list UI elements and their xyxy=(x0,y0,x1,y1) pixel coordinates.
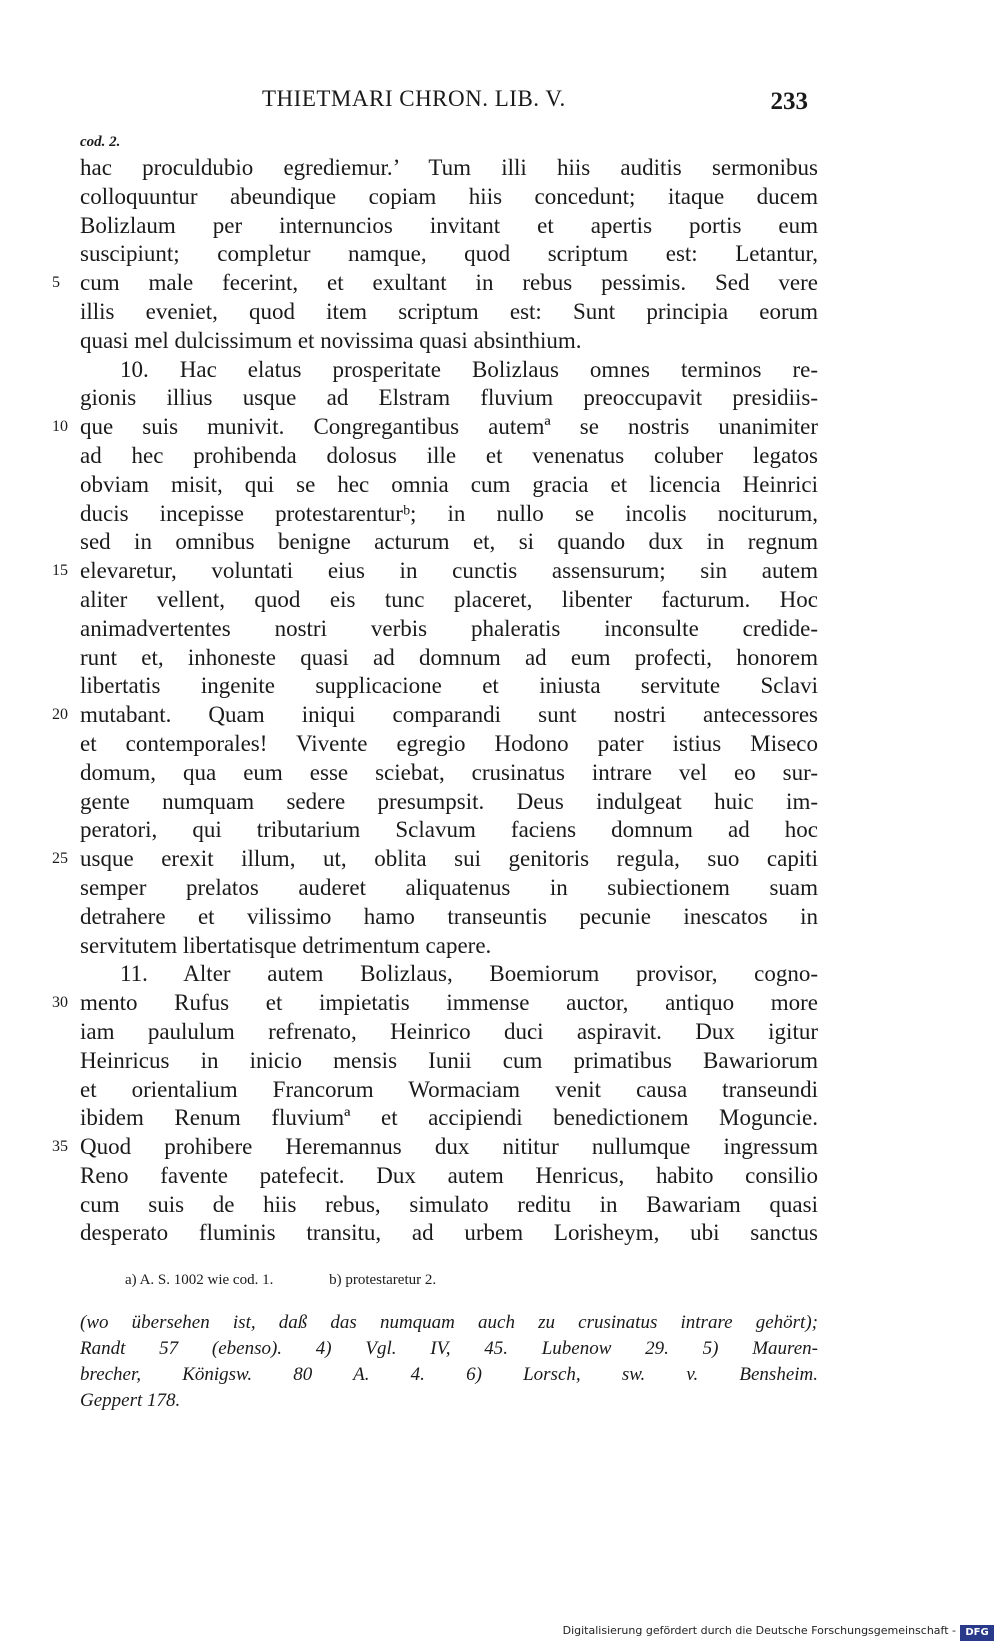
text-line xyxy=(80,1018,818,1047)
text-line xyxy=(80,1162,818,1191)
line-text: cum male fecerint, et exultant in rebus pessimis. Sed vere xyxy=(80,270,818,296)
line-text: obviam misit, qui se hec omnia cum gracia et licencia Heinrici xyxy=(80,471,818,497)
critical-apparatus xyxy=(125,1272,488,1289)
line-text: que suis munivit. Congregantibus autemª se nostris unanimiter xyxy=(80,414,818,440)
text-line xyxy=(80,298,818,327)
line-number: 25 xyxy=(52,850,68,868)
text-line xyxy=(52,845,818,874)
text-line xyxy=(80,874,818,903)
commentary-notes xyxy=(80,1310,818,1414)
text-line xyxy=(80,500,818,529)
text-line xyxy=(80,442,818,471)
line-text: cum suis de hiis rebus, simulato reditu in Bawariam quasi xyxy=(80,1191,818,1217)
text-line xyxy=(80,932,818,961)
line-text: gente numquam sedere presumpsit. Deus indulgeat huic im- xyxy=(80,788,818,814)
text-line xyxy=(80,903,818,932)
line-text: servitutem libertatisque detrimentum capere. xyxy=(80,932,492,958)
line-text: runt et, inhoneste quasi ad domnum ad eum profecti, honorem xyxy=(80,644,818,670)
line-text: animadvertentes nostri verbis phaleratis inconsulte credide- xyxy=(80,615,818,641)
page-header xyxy=(80,86,820,120)
line-text: hac proculdubio egrediemur.’ Tum illi hiis auditis sermonibus xyxy=(80,155,818,180)
note-line: Geppert 178. xyxy=(80,1390,181,1411)
line-text: Quod prohibere Heremannus dux nititur nullumque ingressum xyxy=(80,1134,818,1160)
text-line xyxy=(80,1076,818,1105)
codex-label: cod. 2. xyxy=(80,134,121,150)
line-text: illis eveniet, quod item scriptum est: Sunt principia eorum xyxy=(80,298,818,324)
line-text: mento Rufus et impietatis immense auctor, antiquo more xyxy=(80,990,818,1016)
text-line xyxy=(52,1133,818,1162)
line-number: 10 xyxy=(52,418,68,436)
text-line xyxy=(52,413,818,442)
text-line xyxy=(80,1104,818,1133)
text-line xyxy=(80,730,818,759)
line-text: detrahere et vilissimo hamo transeuntis pecunie inescatos in xyxy=(80,903,818,929)
line-number: 20 xyxy=(52,706,68,724)
line-text: ducis incepisse protestarenturᵇ; in nullo se incolis nociturum, xyxy=(80,500,818,526)
text-line xyxy=(80,759,818,788)
line-text: suscipiunt; completur namque, quod scriptum est: Letantur, xyxy=(80,241,818,267)
note-line: Randt 57 (ebenso). 4) Vgl. IV, 45. Lubenow 29. 5) Mauren- xyxy=(80,1338,818,1359)
line-text: gionis illius usque ad Elstram fluvium preoccupavit presidiis- xyxy=(80,385,818,411)
line-text: elevaretur, voluntati eius in cunctis assensurum; sin autem xyxy=(80,558,818,584)
line-text: aliter vellent, quod eis tunc placeret, libenter facturum. Hoc xyxy=(80,586,818,612)
text-line xyxy=(52,701,818,730)
page-number: 233 xyxy=(770,88,808,115)
line-text: mutabant. Quam iniqui comparandi sunt nostri antecessores xyxy=(80,702,818,728)
line-text: ad hec prohibenda dolosus ille et venenatus coluber legatos xyxy=(80,442,818,468)
line-text: sed in omnibus benigne acturum et, si quando dux in regnum xyxy=(80,529,818,555)
line-text: domum, qua eum esse sciebat, crusinatus intrare vel eo sur- xyxy=(80,759,818,785)
text-line xyxy=(80,384,818,413)
text-line xyxy=(80,327,818,356)
line-number: 5 xyxy=(52,274,60,292)
text-line xyxy=(80,154,818,183)
text-line xyxy=(80,672,818,701)
line-text: 11. Alter autem Bolizlaus, Boemiorum provisor, cogno- xyxy=(120,961,818,987)
main-text xyxy=(52,154,818,1248)
line-text: quasi mel dulcissimum et novissima quasi absinthium. xyxy=(80,327,582,353)
line-number: 15 xyxy=(52,562,68,580)
apparatus-note-b: b) protestaretur 2. xyxy=(329,1272,437,1288)
line-number: 35 xyxy=(52,1138,68,1156)
text-line xyxy=(80,960,818,989)
text-line xyxy=(80,1219,818,1248)
text-line xyxy=(80,1191,818,1220)
text-line xyxy=(80,471,818,500)
line-text: iam paululum refrenato, Heinrico duci aspiravit. Dux igitur xyxy=(80,1018,818,1044)
line-text: peratori, qui tributarium Sclavum faciens domnum ad hoc xyxy=(80,817,818,843)
dfg-logo: DFG xyxy=(960,1625,994,1641)
text-line xyxy=(80,528,818,557)
text-line xyxy=(80,1047,818,1076)
apparatus-note-a: a) A. S. 1002 wie cod. 1. xyxy=(125,1272,274,1288)
note-line: (wo übersehen ist, daß das numquam auch zu crusinatus intrare gehört); xyxy=(80,1312,818,1333)
text-line xyxy=(80,183,818,212)
line-text: ibidem Renum fluviumª et accipiendi benedictionem Moguncie. xyxy=(80,1105,818,1131)
line-text: Reno favente patefecit. Dux autem Henricus, habito consilio xyxy=(80,1162,818,1188)
text-line xyxy=(52,989,818,1018)
line-text: usque erexit illum, ut, oblita sui genitoris regula, suo capiti xyxy=(80,846,818,872)
line-text: semper prelatos auderet aliquatenus in subiectionem suam xyxy=(80,874,818,900)
text-line xyxy=(80,816,818,845)
digitization-credit: Digitalisierung gefördert durch die Deutsche Forschungsgemeinschaft - xyxy=(562,1624,956,1637)
line-text: et contemporales! Vivente egregio Hodono pater istius Miseco xyxy=(80,730,818,756)
line-number: 30 xyxy=(52,994,68,1012)
line-text: Bolizlaum per internuncios invitant et apertis portis eum xyxy=(80,212,818,238)
line-text: Heinricus in inicio mensis Iunii cum primatibus Bawariorum xyxy=(80,1047,818,1073)
line-text: desperato fluminis transitu, ad urbem Lorisheym, ubi sanctus xyxy=(80,1220,818,1246)
text-line xyxy=(80,212,818,241)
line-text: 10. Hac elatus prosperitate Bolizlaus omnes terminos re- xyxy=(120,356,818,382)
text-line xyxy=(80,615,818,644)
text-line xyxy=(80,240,818,269)
text-line xyxy=(80,356,818,385)
text-line xyxy=(52,269,818,298)
running-title: THIETMARI CHRON. LIB. V. xyxy=(262,86,566,111)
text-line xyxy=(80,644,818,673)
line-text: colloquuntur abeundique copiam hiis concedunt; itaque ducem xyxy=(80,183,818,209)
text-line xyxy=(80,788,818,817)
line-text: et orientalium Francorum Wormaciam venit causa transeundi xyxy=(80,1076,818,1102)
line-text: libertatis ingenite supplicacione et iniusta servitute Sclavi xyxy=(80,673,818,699)
text-line xyxy=(80,586,818,615)
note-line: brecher, Königsw. 80 A. 4. 6) Lorsch, sw. v. Bensheim. xyxy=(80,1364,818,1385)
text-line xyxy=(52,557,818,586)
